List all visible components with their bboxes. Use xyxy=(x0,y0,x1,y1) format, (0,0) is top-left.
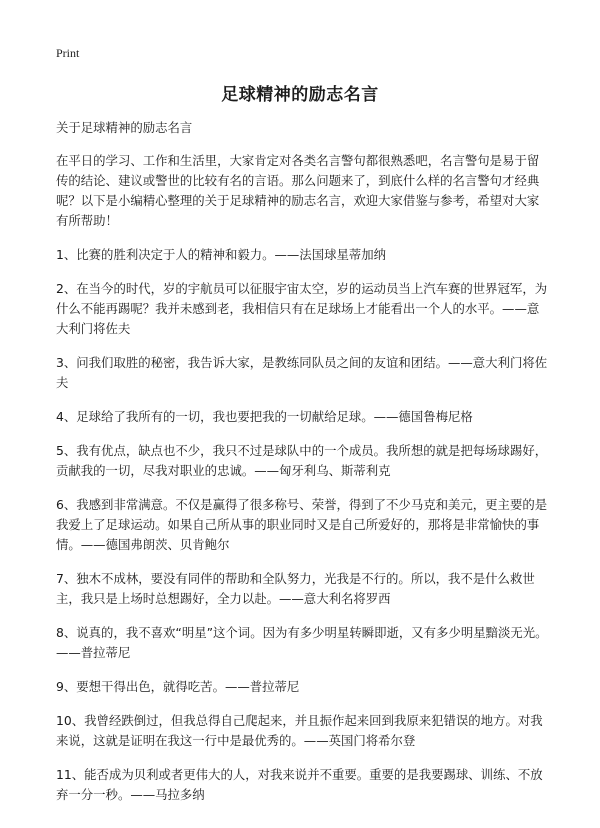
quote-item: 3、问我们取胜的秘密，我告诉大家，是教练同队员之间的友谊和团结。——意大利门将佐夫 xyxy=(56,355,548,390)
quote-item: 11、能否成为贝利或者更伟大的人，对我来说并不重要。重要的是我要踢球、训练、不放弃一分一秒。——马拉多纳 xyxy=(56,767,543,802)
article-body xyxy=(56,118,548,819)
quote-item: 6、我感到非常满意。不仅是赢得了很多称号、荣誉，得到了不少马克和美元，更主要的是我爱上了足球运动。如果自己所从事的职业同时又是自己所爱好的，那将是非常愉快的事情。——德国弗朗茨、贝肯鲍尔 xyxy=(56,497,548,552)
quote-item: 4、足球给了我所有的一切，我也要把我的一切献给足球。——德国鲁梅尼格 xyxy=(56,409,473,424)
quote-item: 8、说真的，我不喜欢“明星”这个词。因为有多少明星转瞬即逝，又有多少明星黯淡无光。——普拉蒂尼 xyxy=(56,625,548,660)
quote-item: 5、我有优点，缺点也不少，我只不过是球队中的一个成员。我所想的就是把每场球踢好，贡献我的一切，尽我对职业的忠诚。——匈牙利乌、斯蒂利克 xyxy=(56,443,548,478)
intro-paragraph: 在平日的学习、工作和生活里，大家肯定对各类名言警句都很熟悉吧，名言警句是易于留传的结论、建议或警世的比较有名的言语。那么问题来了，到底什么样的名言警句才经典呢？以下是小编精心整理的关于足球精神的励志名言，欢迎大家借鉴与参考，希望对大家有所帮助！ xyxy=(56,153,540,228)
quote-item: 9、要想干得出色，就得吃苦。——普拉蒂尼 xyxy=(56,679,300,694)
article-subtitle: 关于足球精神的励志名言 xyxy=(56,120,193,135)
quote-item: 2、在当今的时代，岁的宇航员可以征服宇宙太空，岁的运动员当上汽车赛的世界冠军，为什么不能再踢呢？我并未感到老，我相信只有在足球场上才能看出一个人的水平。——意大利门将佐夫 xyxy=(56,281,548,336)
quote-item: 10、我曾经跌倒过，但我总得自己爬起来，并且振作起来回到我原来犯错误的地方。对我来说，这就是证明在我这一行中是最优秀的。——英国门将希尔登 xyxy=(56,713,543,748)
quote-item: 7、独木不成林，要没有同伴的帮助和全队努力，光我是不行的。所以，我不是什么救世主，我只是上场时总想踢好，全力以赴。——意大利名将罗西 xyxy=(56,571,535,606)
print-link[interactable]: Print xyxy=(56,46,80,60)
page-title: 足球精神的励志名言 xyxy=(221,85,379,105)
quote-item: 1、比赛的胜利决定于人的精神和毅力。——法国球星蒂加纳 xyxy=(56,247,387,262)
